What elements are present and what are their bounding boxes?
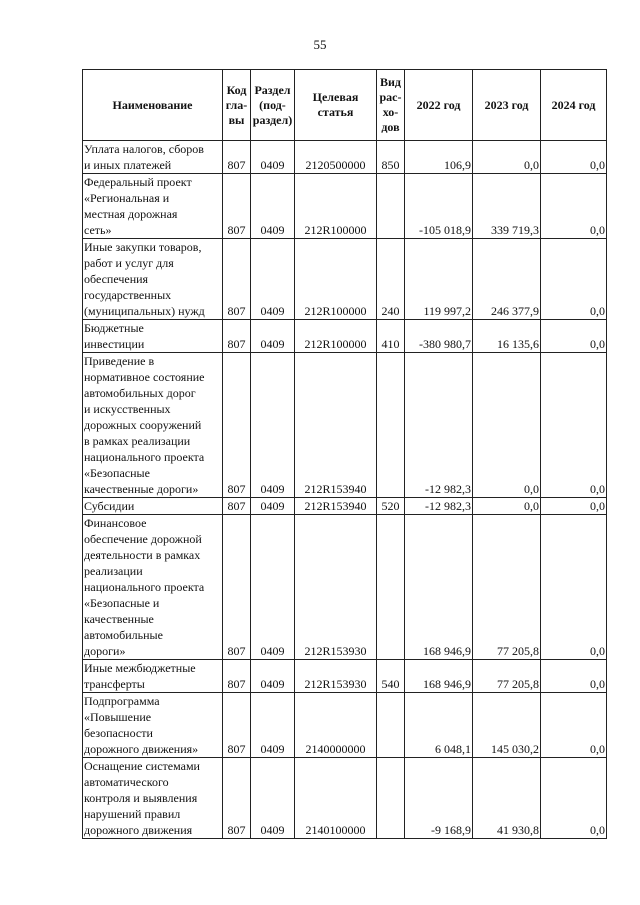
header-2024: 2024 год — [541, 70, 607, 141]
header-2023: 2023 год — [473, 70, 541, 141]
row-code: 807 — [223, 320, 251, 353]
header-target: Целевая статья — [295, 70, 377, 141]
table-row — [83, 239, 607, 320]
row-value-2024: 0,0 — [541, 693, 607, 758]
row-section: 0409 — [251, 141, 295, 174]
row-expense-type — [377, 174, 405, 239]
table-row — [83, 174, 607, 239]
row-name: Бюджетные инвестиции — [83, 320, 223, 353]
table-row — [83, 758, 607, 839]
row-target: 212R153940 — [295, 498, 377, 515]
row-code: 807 — [223, 515, 251, 660]
row-value-2024: 0,0 — [541, 239, 607, 320]
row-value-2022: -105 018,9 — [405, 174, 473, 239]
table-row — [83, 498, 607, 515]
row-section: 0409 — [251, 239, 295, 320]
row-expense-type: 850 — [377, 141, 405, 174]
header-section: Раздел (под- раздел) — [251, 70, 295, 141]
row-value-2023: 0,0 — [473, 141, 541, 174]
table-row — [83, 515, 607, 660]
row-code: 807 — [223, 141, 251, 174]
row-target: 212R153940 — [295, 353, 377, 498]
row-target: 2140000000 — [295, 693, 377, 758]
row-section: 0409 — [251, 353, 295, 498]
row-value-2023: 77 205,8 — [473, 515, 541, 660]
row-code: 807 — [223, 693, 251, 758]
row-value-2022: 6 048,1 — [405, 693, 473, 758]
row-value-2024: 0,0 — [541, 320, 607, 353]
header-name: Наименование — [83, 70, 223, 141]
row-name: Иные закупки товаров, работ и услуг для обеспечения государственных (муниципальных) нужд — [83, 239, 223, 320]
row-value-2022: -9 168,9 — [405, 758, 473, 839]
row-name: Оснащение системами автоматического контроля и выявления нарушений правил дорожного движения — [83, 758, 223, 839]
row-target: 212R100000 — [295, 239, 377, 320]
row-expense-type — [377, 515, 405, 660]
row-code: 807 — [223, 174, 251, 239]
row-code: 807 — [223, 660, 251, 693]
row-expense-type: 410 — [377, 320, 405, 353]
table-row — [83, 141, 607, 174]
row-target: 212R100000 — [295, 320, 377, 353]
row-code: 807 — [223, 239, 251, 320]
table-row — [83, 693, 607, 758]
row-section: 0409 — [251, 174, 295, 239]
header-row — [83, 70, 607, 141]
row-code: 807 — [223, 758, 251, 839]
row-value-2022: 168 946,9 — [405, 660, 473, 693]
row-value-2024: 0,0 — [541, 758, 607, 839]
row-value-2023: 16 135,6 — [473, 320, 541, 353]
row-value-2023: 77 205,8 — [473, 660, 541, 693]
row-value-2023: 0,0 — [473, 498, 541, 515]
row-name: Подпрограмма «Повышение безопасности дорожного движения» — [83, 693, 223, 758]
row-value-2023: 0,0 — [473, 353, 541, 498]
row-expense-type: 540 — [377, 660, 405, 693]
row-value-2024: 0,0 — [541, 353, 607, 498]
row-expense-type — [377, 353, 405, 498]
header-expense-type: Вид рас- хо- дов — [377, 70, 405, 141]
row-section: 0409 — [251, 320, 295, 353]
row-expense-type: 240 — [377, 239, 405, 320]
row-value-2022: 106,9 — [405, 141, 473, 174]
row-code: 807 — [223, 353, 251, 498]
row-section: 0409 — [251, 498, 295, 515]
row-target: 2140100000 — [295, 758, 377, 839]
row-section: 0409 — [251, 693, 295, 758]
header-code: Код гла- вы — [223, 70, 251, 141]
page-number: 55 — [313, 37, 327, 52]
row-expense-type — [377, 758, 405, 839]
row-value-2022: 119 997,2 — [405, 239, 473, 320]
row-section: 0409 — [251, 758, 295, 839]
row-name: Субсидии — [83, 498, 223, 515]
row-value-2022: -12 982,3 — [405, 498, 473, 515]
row-expense-type: 520 — [377, 498, 405, 515]
row-section: 0409 — [251, 515, 295, 660]
table-row — [83, 320, 607, 353]
row-value-2024: 0,0 — [541, 660, 607, 693]
row-value-2024: 0,0 — [541, 515, 607, 660]
row-name: Уплата налогов, сборов и иных платежей — [83, 141, 223, 174]
row-target: 212R153930 — [295, 515, 377, 660]
header-2022: 2022 год — [405, 70, 473, 141]
row-target: 212R153930 — [295, 660, 377, 693]
row-code: 807 — [223, 498, 251, 515]
budget-table — [82, 69, 607, 839]
row-value-2022: -380 980,7 — [405, 320, 473, 353]
row-value-2024: 0,0 — [541, 174, 607, 239]
row-name: Приведение в нормативное состояние автомобильных дорог и искусственных дорожных сооружений в рамках реализации национального проекта «Безопасные качественные дороги» — [83, 353, 223, 498]
row-value-2023: 339 719,3 — [473, 174, 541, 239]
row-section: 0409 — [251, 660, 295, 693]
row-target: 2120500000 — [295, 141, 377, 174]
row-value-2023: 41 930,8 — [473, 758, 541, 839]
row-name: Федеральный проект «Региональная и местная дорожная сеть» — [83, 174, 223, 239]
table-row — [83, 353, 607, 498]
row-value-2024: 0,0 — [541, 141, 607, 174]
row-value-2023: 145 030,2 — [473, 693, 541, 758]
row-value-2024: 0,0 — [541, 498, 607, 515]
row-target: 212R100000 — [295, 174, 377, 239]
row-name: Финансовое обеспечение дорожной деятельности в рамках реализации национального проекта «Безопасные и качественные автомобильные дороги» — [83, 515, 223, 660]
row-name: Иные межбюджетные трансферты — [83, 660, 223, 693]
row-expense-type — [377, 693, 405, 758]
table-row — [83, 660, 607, 693]
row-value-2022: -12 982,3 — [405, 353, 473, 498]
row-value-2023: 246 377,9 — [473, 239, 541, 320]
row-value-2022: 168 946,9 — [405, 515, 473, 660]
